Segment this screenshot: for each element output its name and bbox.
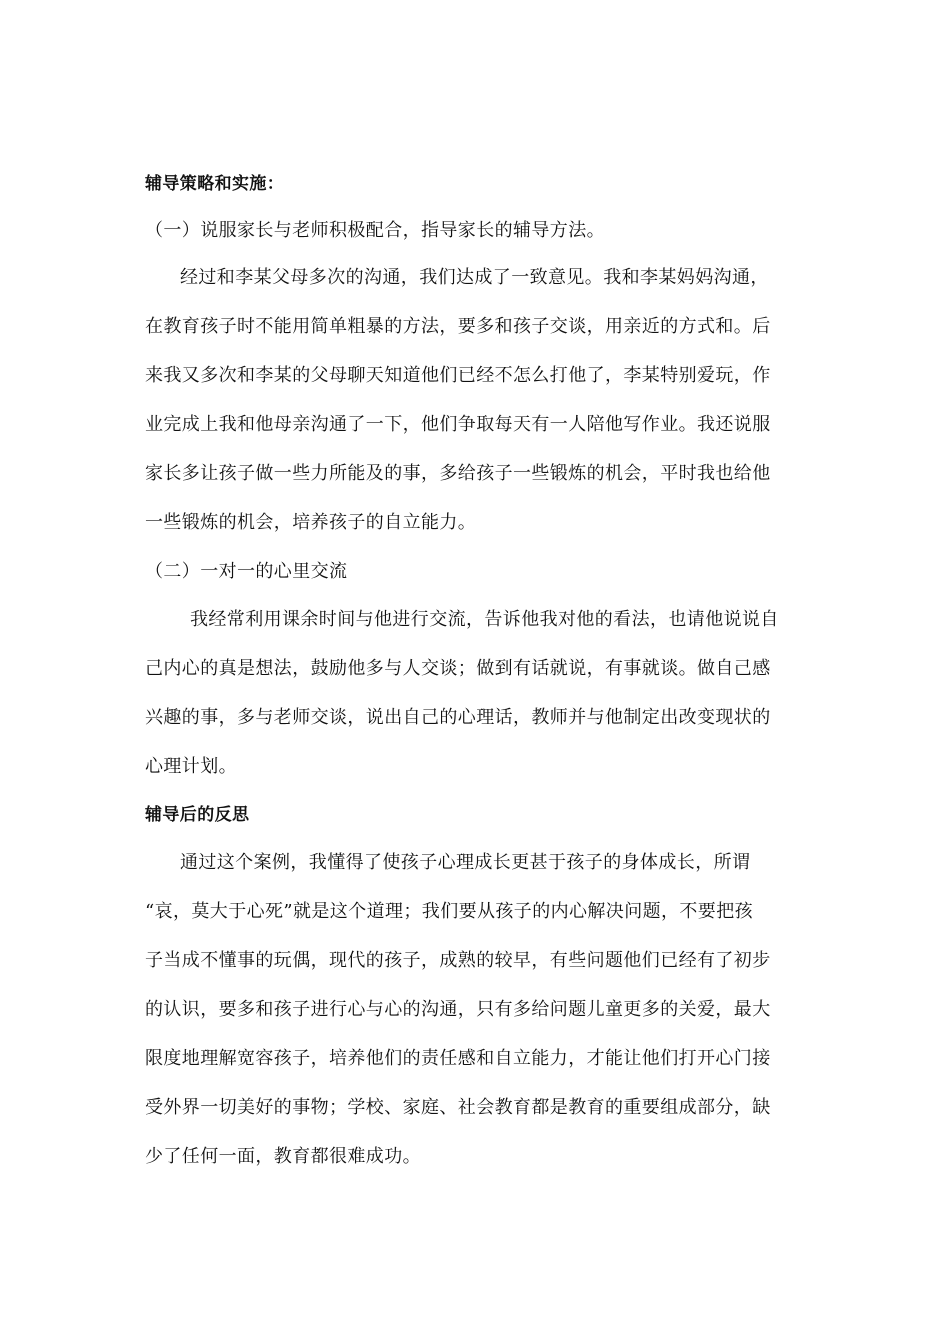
paragraph-line: 子当成不懂事的玩偶，现代的孩子，成熟的较早，有些问题他们已经有了初步 [145, 950, 771, 971]
paragraph-line: 少了任何一面，教育都很难成功。 [145, 1146, 421, 1167]
paragraph-line: 通过这个案例，我懂得了使孩子心理成长更甚于孩子的身体成长，所谓 [180, 852, 751, 873]
paragraph-line: “哀，莫大于心死”就是这个道理；我们要从孩子的内心解决问题，不要把孩 [145, 901, 754, 922]
section-heading-reflection: 辅导后的反思 [145, 805, 250, 825]
section-heading-strategy: 辅导策略和实施： [145, 174, 285, 194]
paragraph-line: 来我又多次和李某的父母聊天知道他们已经不怎么打他了，李某特别爱玩，作 [145, 365, 771, 386]
paragraph-line: 业完成上我和他母亲沟通了一下，他们争取每天有一人陪他写作业。我还说服 [145, 414, 771, 435]
paragraph-line: 己内心的真是想法，鼓励他多与人交谈；做到有话就说，有事就谈。做自己感 [145, 658, 771, 679]
paragraph-line: 受外界一切美好的事物；学校、家庭、社会教育都是教育的重要组成部分，缺 [145, 1097, 771, 1118]
paragraph-line: 家长多让孩子做一些力所能及的事，多给孩子一些锻炼的机会，平时我也给他 [145, 463, 771, 484]
subheading-one-on-one: （二）一对一的心里交流 [145, 561, 348, 582]
paragraph-line: 的认识，要多和孩子进行心与心的沟通，只有多给问题儿童更多的关爱，最大 [145, 999, 771, 1020]
paragraph-line: 心理计划。 [145, 756, 237, 777]
paragraph-line: 兴趣的事，多与老师交谈，说出自己的心理话，教师并与他制定出改变现状的 [145, 707, 771, 728]
subheading-parent-cooperation: （一）说服家长与老师积极配合，指导家长的辅导方法。 [145, 220, 605, 241]
paragraph-line: 一些锻炼的机会，培养孩子的自立能力。 [145, 512, 477, 533]
paragraph-line: 在教育孩子时不能用简单粗暴的方法，要多和孩子交谈，用亲近的方式和。后 [145, 316, 771, 337]
paragraph-line: 我经常利用课余时间与他进行交流，告诉他我对他的看法，也请他说说自 [190, 609, 779, 630]
paragraph-line: 限度地理解宽容孩子，培养他们的责任感和自立能力，才能让他们打开心门接 [145, 1048, 771, 1069]
paragraph-line: 经过和李某父母多次的沟通，我们达成了一致意见。我和李某妈妈沟通， [180, 267, 769, 288]
